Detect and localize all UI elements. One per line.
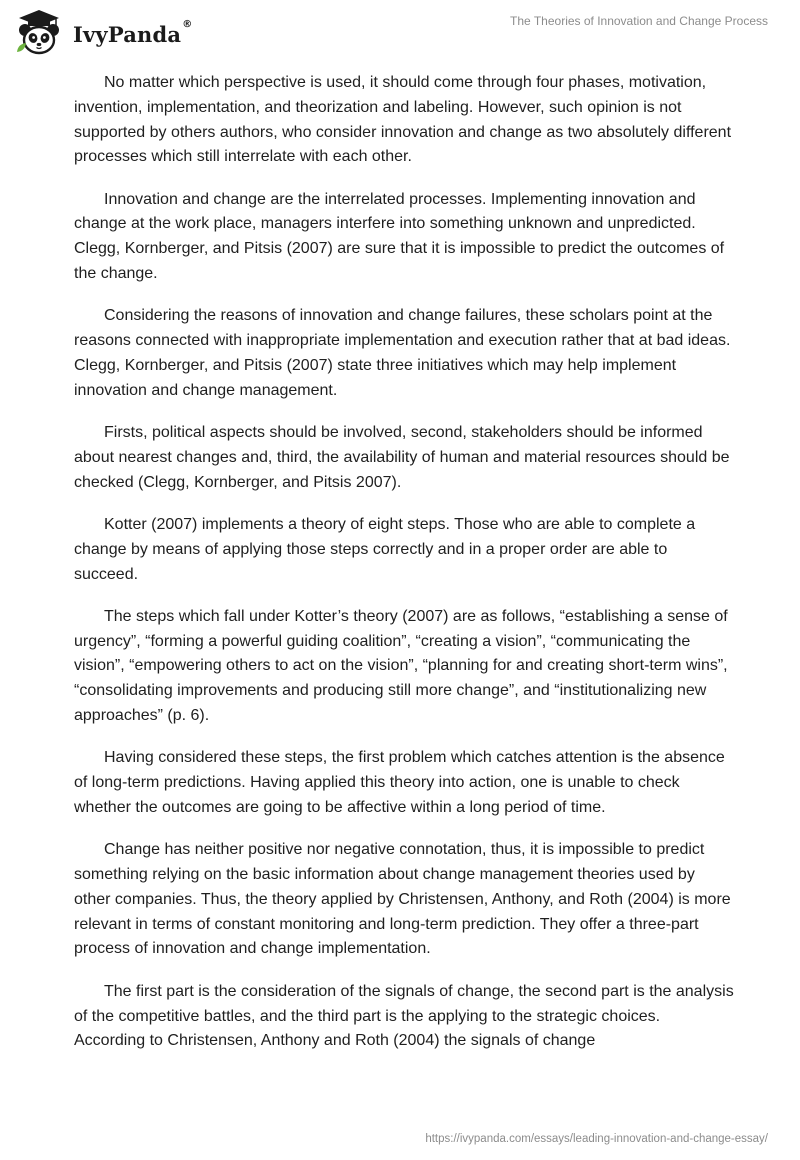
paragraph: Having considered these steps, the first problem which catches attention is the absence of long-term predictions. Having applied this theory into action, one is unable to check whether the outcomes are going to be affective within a long period of time. xyxy=(74,749,725,816)
essay-body xyxy=(74,71,734,1072)
paragraph: Firsts, political aspects should be involved, second, stakeholders should be informed about nearest changes and, third, the availability of human and material resources should be checked (Clegg, Kornberger, and Pitsis 2007). xyxy=(74,424,730,491)
paragraph: The steps which fall under Kotter’s theory (2007) are as follows, “establishing a sense of urgency”, “forming a powerful guiding coalition”, “creating a vision”, “communicating the vision”, “empowering others to act on the vision”, “planning for and creating short-term wins”, “consolidating improvements and producing still more change”, and “institutionalizing new approaches” (p. 6). xyxy=(74,607,728,725)
paragraph: The first part is the consideration of the signals of change, the second part is the analysis of the competitive battles, and the third part is the applying to the strategic choices. According to Christensen, Anthony and Roth (2004) the signals of change xyxy=(74,982,734,1050)
panda-graduate-logo-icon xyxy=(14,8,64,58)
paragraph: Considering the reasons of innovation and change failures, these scholars point at the reasons connected with inappropriate implementation and execution rather that at bad ideas. Clegg, Kornberger, and Pitsis (2007) state three initiatives which may help implement innovation and change management. xyxy=(74,307,731,399)
paragraph: No matter which perspective is used, it should come through four phases, motivation, invention, implementation, and theorization and labeling. However, such opinion is not supported by others authors, who consider innovation and change as two absolutely different processes which still interrelate with each other. xyxy=(74,74,732,166)
source-url[interactable]: https://ivypanda.com/essays/leading-innovation-and-change-essay/ xyxy=(425,1133,768,1145)
document-title: The Theories of Innovation and Change Process xyxy=(510,14,768,28)
paragraph: Kotter (2007) implements a theory of eight steps. Those who are able to complete a change by means of applying those steps correctly and in a proper order are able to succeed. xyxy=(74,515,696,583)
paragraph: Innovation and change are the interrelated processes. Implementing innovation and change at the work place, managers interfere into something unknown and unpredicted. Clegg, Kornberger, and Pitsis (2007) are sure that it is impossible to predict the outcomes of the change. xyxy=(74,190,725,283)
logo-wordmark: IvyPanda® xyxy=(73,18,193,47)
registered-mark: ® xyxy=(182,18,193,30)
page-header xyxy=(0,0,800,64)
site-logo[interactable] xyxy=(14,8,192,58)
paragraph: Change has neither positive nor negative connotation, thus, it is impossible to predict something relying on the basic information about change management theories used by other companies. Thus, the theory applied by Christensen, Anthony, and Roth (2004) is more relevant in terms of constant monitoring and long-term prediction. They offer a three-part process of innovation and change implementation. xyxy=(74,841,731,958)
